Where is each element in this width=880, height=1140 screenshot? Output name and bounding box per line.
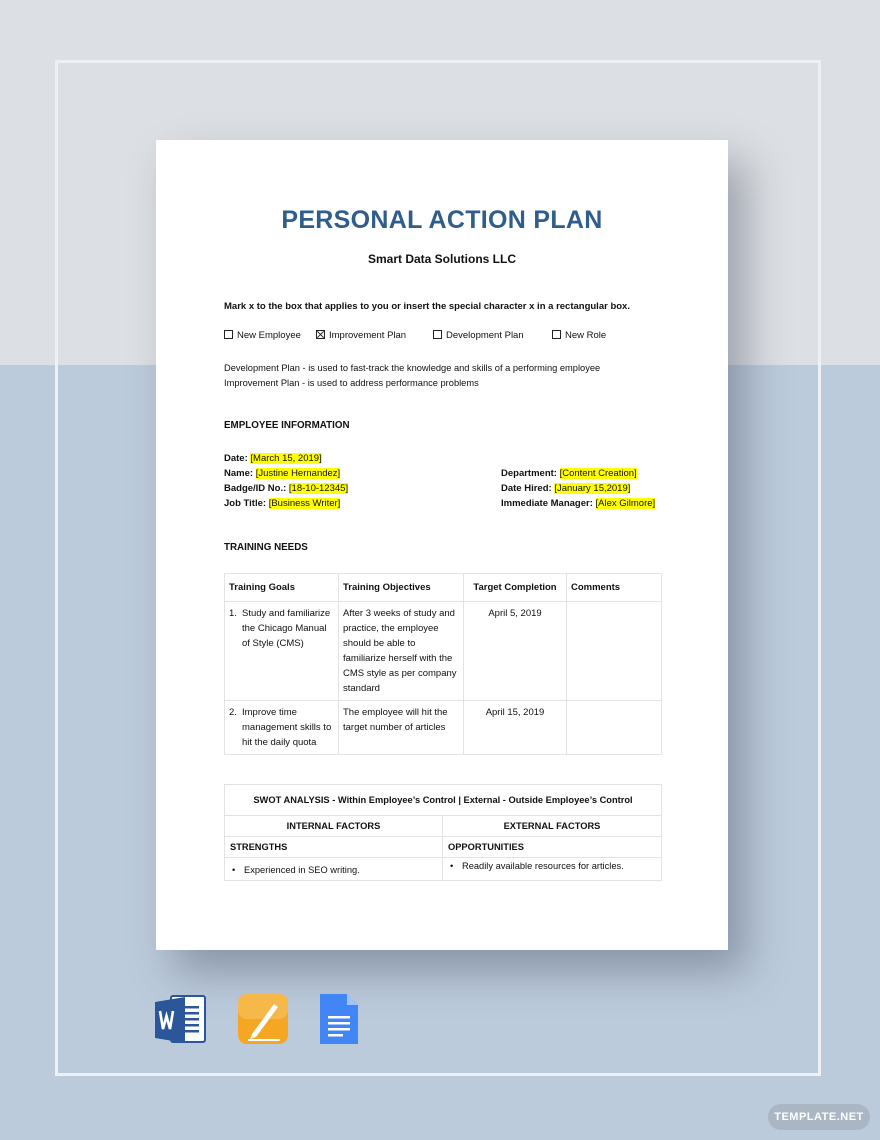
comments-cell bbox=[567, 602, 662, 701]
swot-title: SWOT ANALYSIS - Within Employee’s Control | External - Outside Employee’s Control bbox=[225, 785, 662, 816]
objective-cell: The employee will hit the target number of articles bbox=[339, 701, 464, 755]
company-name: Smart Data Solutions LLC bbox=[367, 252, 516, 266]
goal-cell bbox=[225, 701, 339, 755]
goal-number: 1. bbox=[229, 608, 237, 619]
badge-value: [18-10-12345] bbox=[288, 483, 349, 494]
employee-info-left bbox=[224, 451, 348, 511]
option-new-employee[interactable] bbox=[224, 330, 301, 341]
option-new-role[interactable] bbox=[552, 330, 606, 341]
manager-label: Immediate Manager: bbox=[501, 498, 593, 509]
option-label: New Role bbox=[565, 330, 607, 341]
plan-descriptions bbox=[224, 361, 600, 390]
employee-info-heading: EMPLOYEE INFORMATION bbox=[224, 420, 350, 431]
objective-cell: After 3 weeks of study and practice, the employee should be able to familiarize herself with the CMS style as per company standard bbox=[339, 602, 464, 701]
checkbox[interactable] bbox=[224, 330, 233, 339]
department-label: Department: bbox=[501, 468, 557, 479]
pages-icon[interactable] bbox=[238, 994, 290, 1046]
checkbox[interactable] bbox=[433, 330, 442, 339]
opportunity-item bbox=[443, 858, 662, 881]
table-row bbox=[225, 701, 662, 755]
employee-info-right bbox=[501, 466, 655, 511]
word-icon[interactable] bbox=[155, 994, 207, 1046]
list-item: • Readily available resources for articles. bbox=[448, 861, 624, 871]
target-cell: April 5, 2019 bbox=[464, 602, 567, 701]
job-title-label: Job Title: bbox=[224, 498, 267, 509]
checkbox-checked[interactable] bbox=[316, 330, 325, 339]
target-cell: April 15, 2019 bbox=[464, 701, 567, 755]
date-hired-label: Date Hired: bbox=[501, 483, 552, 494]
goal-number: 2. bbox=[229, 707, 237, 718]
internal-factors-header: INTERNAL FACTORS bbox=[225, 816, 443, 837]
opportunities-header: OPPORTUNITIES bbox=[443, 837, 662, 858]
option-label: Improvement Plan bbox=[329, 330, 407, 341]
column-header: Training Objectives bbox=[339, 574, 464, 602]
department-value: [Content Creation] bbox=[559, 468, 637, 479]
list-item: • Experienced in SEO writing. bbox=[230, 865, 360, 875]
goal-text: Improve time management skills to hit the daily quota bbox=[242, 707, 332, 748]
manager-value: [Alex Gilmore] bbox=[595, 498, 656, 509]
comments-cell bbox=[567, 701, 662, 755]
option-label: Development Plan bbox=[446, 330, 524, 341]
training-needs-table bbox=[224, 573, 662, 755]
improvement-plan-description: Improvement Plan - is used to address performance problems bbox=[224, 377, 479, 388]
instruction-text: Mark x to the box that applies to you or insert the special character x in a rectangular box. bbox=[224, 301, 630, 312]
goal-text: Study and familiarize the Chicago Manual of Style (CMS) bbox=[242, 608, 331, 649]
swot-table bbox=[224, 784, 662, 881]
date-label: Date: bbox=[224, 453, 248, 464]
column-header: Training Goals bbox=[225, 574, 339, 602]
document-title: PERSONAL ACTION PLAN bbox=[281, 206, 603, 234]
checkbox[interactable] bbox=[552, 330, 561, 339]
column-header: Comments bbox=[567, 574, 662, 602]
template-net-badge[interactable]: TEMPLATE.NET bbox=[768, 1104, 870, 1130]
goal-cell bbox=[225, 602, 339, 701]
table-row bbox=[225, 602, 662, 701]
name-label: Name: bbox=[224, 468, 254, 479]
google-docs-icon[interactable] bbox=[318, 994, 370, 1046]
name-value: [Justine Hernandez] bbox=[255, 468, 341, 479]
option-label: New Employee bbox=[237, 330, 301, 341]
date-hired-value: [January 15,2019] bbox=[554, 483, 631, 494]
document-page bbox=[156, 140, 728, 950]
training-needs-heading: TRAINING NEEDS bbox=[224, 542, 308, 553]
date-value: [March 15, 2019] bbox=[250, 453, 322, 464]
job-title-value: [Business Writer] bbox=[268, 498, 341, 509]
development-plan-description: Development Plan - is used to fast-track the knowledge and skills of a performing employee bbox=[224, 363, 601, 373]
badge-label: Badge/ID No.: bbox=[224, 483, 287, 494]
external-factors-header: EXTERNAL FACTORS bbox=[443, 816, 662, 837]
table-header-row bbox=[225, 574, 662, 602]
strength-item bbox=[225, 858, 443, 881]
option-development-plan[interactable] bbox=[433, 330, 524, 341]
column-header: Target Completion bbox=[464, 574, 567, 602]
option-improvement-plan[interactable] bbox=[316, 330, 406, 341]
strengths-header: STRENGTHS bbox=[225, 837, 443, 858]
